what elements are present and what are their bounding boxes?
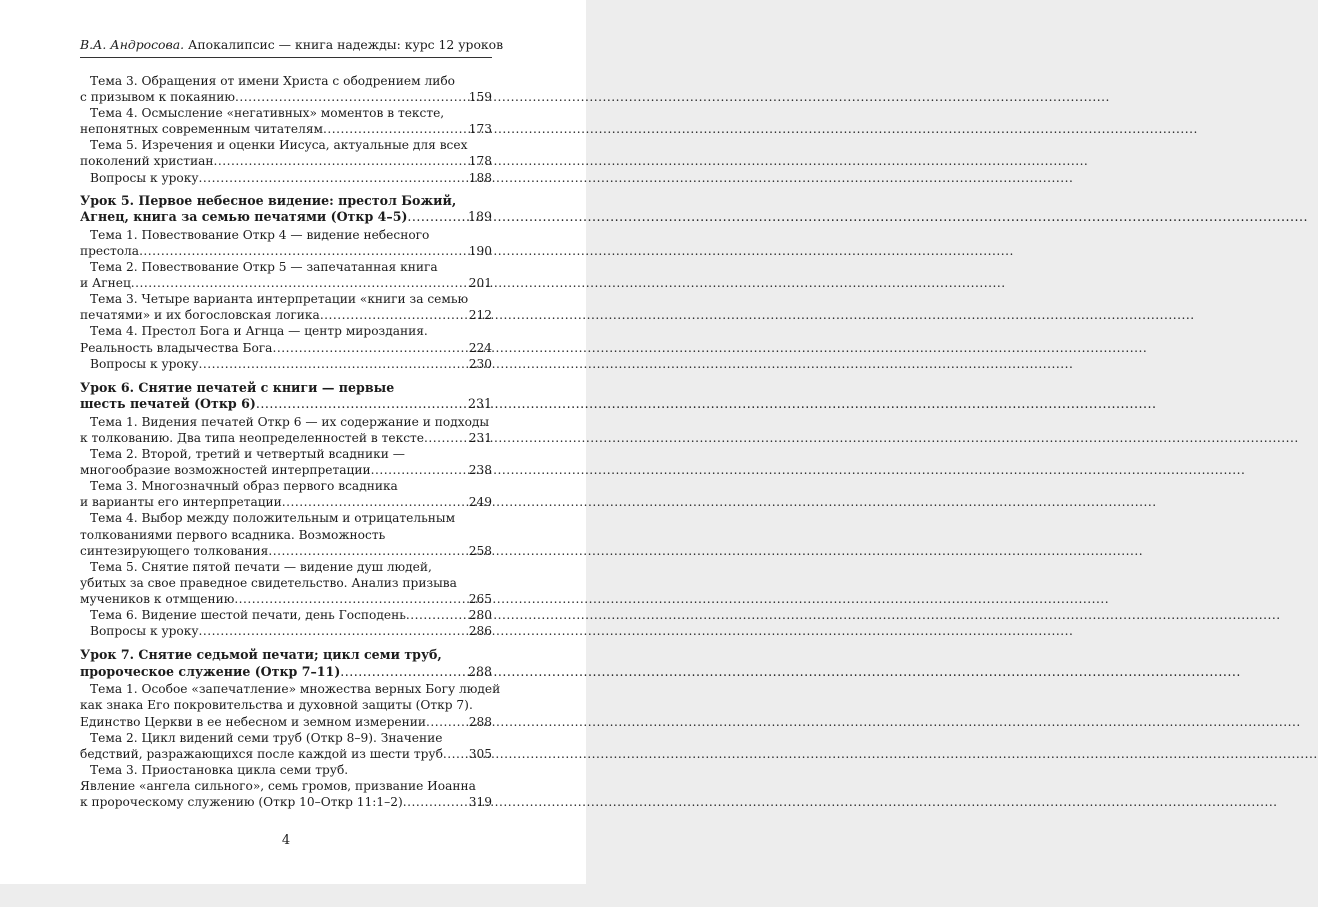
toc-line-text: печатями» и их богословская логика	[80, 308, 320, 323]
toc-line	[80, 527, 492, 543]
toc-line-text: Тема 1. Особое «запечатление» множества верных Богу людей	[90, 682, 501, 697]
toc-topic-entry	[80, 623, 492, 639]
toc-line	[80, 664, 492, 681]
leader-dots	[323, 121, 468, 137]
toc-page-number: 189	[467, 209, 492, 225]
toc-page-number: 265	[468, 591, 492, 606]
toc-page-number: 159	[468, 90, 492, 105]
toc-line	[80, 559, 492, 575]
toc-line-text: шесть печатей (Откр 6)	[80, 396, 256, 412]
toc-page-number: 249	[468, 495, 492, 510]
toc-line-text: Тема 5. Снятие пятой печати — видение душ людей,	[90, 559, 432, 574]
toc-line-text: и варианты его интерпретации	[80, 495, 282, 510]
toc-line-text: к пророческому служению (Откр 10–Откр 11:1–2)	[80, 795, 403, 810]
toc-line-text: Единство Церкви в ее небесном и земном измерении	[80, 714, 426, 729]
toc-line-text: Тема 2. Цикл видений семи труб (Откр 8–9). Значение	[90, 730, 443, 745]
leader-dots	[256, 396, 467, 413]
toc-page-number: 224	[468, 340, 492, 355]
toc-line	[80, 591, 492, 607]
toc-page-number: 230	[468, 356, 492, 371]
toc-lesson-entry	[80, 193, 492, 226]
toc-line	[80, 575, 492, 591]
toc-line-text: Тема 4. Выбор между положительным и отрицательным	[90, 511, 456, 526]
toc-topic-entry	[80, 762, 492, 810]
header-rule	[80, 57, 492, 58]
toc-page-number: 280	[468, 608, 492, 622]
leader-dots	[403, 794, 468, 810]
toc-line	[80, 396, 492, 413]
toc-page-number: 178	[468, 154, 492, 169]
toc-topic-entry	[80, 681, 501, 729]
leader-dots	[214, 153, 468, 169]
toc-line-text: как знака Его покровительства и духовной защиты (Откр 7).	[80, 698, 473, 713]
toc-line	[80, 794, 492, 810]
toc-line	[80, 730, 492, 746]
toc-line	[80, 714, 492, 730]
toc-topic-entry	[80, 446, 492, 478]
leader-dots	[131, 275, 468, 291]
toc-page-number: 231	[468, 430, 492, 445]
toc-line-text: Вопросы к уроку	[90, 170, 199, 185]
toc-line-text: Вопросы к уроку	[90, 356, 199, 371]
toc-line	[80, 478, 492, 494]
toc-line	[80, 543, 492, 559]
toc-line	[80, 446, 492, 462]
toc-line-text: убитых за свое праведное свидетельство. Анализ призыва	[80, 575, 457, 590]
leader-dots	[199, 356, 468, 372]
toc-line	[80, 380, 492, 397]
toc-page-number: 173	[468, 122, 492, 137]
toc-line	[80, 494, 492, 510]
leader-dots	[371, 462, 468, 478]
toc-line-text: Агнец, книга за семью печатями (Откр 4–5)	[80, 209, 408, 225]
toc-line-text: толкованиями первого всадника. Возможность	[80, 527, 386, 542]
toc-line	[80, 153, 492, 169]
leader-dots	[406, 607, 468, 623]
toc-line	[80, 462, 492, 478]
page-number: 4	[281, 833, 291, 848]
toc-line-text: пророческое служение (Откр 7–11)	[80, 663, 341, 679]
toc-line-text: Тема 3. Обращения от имени Христа с ободрением либо	[90, 74, 455, 88]
toc-line-text: мучеников к отмщению	[80, 591, 235, 606]
toc-line-text: Реальность владычества Бога	[80, 340, 273, 355]
toc-lesson-entry	[80, 647, 492, 680]
toc-topic-entry	[80, 607, 492, 623]
toc-line-text: Тема 3. Четыре варианта интерпретации «книги за семью	[90, 292, 469, 307]
toc-line-text: Тема 1. Повествование Откр 4 — видение небесного	[90, 227, 430, 242]
toc-line-text: Тема 2. Повествование Откр 5 — запечатанная книга	[90, 260, 438, 275]
toc-line	[80, 623, 492, 639]
toc-page-number: 288	[468, 714, 492, 729]
leader-dots	[139, 243, 468, 259]
leader-dots	[340, 664, 467, 681]
toc-line-text: Явление «ангела сильного», семь громов, призвание Иоанна	[80, 778, 476, 793]
toc-line-text: Тема 4. Осмысление «негативных» моментов в тексте,	[90, 106, 445, 121]
toc-topic-entry	[80, 259, 492, 291]
toc-line	[80, 170, 492, 186]
toc-line-text: Тема 1. Видения печатей Откр 6 — их содержание и подходы	[90, 414, 490, 429]
toc-line-text: Тема 2. Второй, третий и четвертый всадники —	[90, 447, 405, 462]
toc-line	[80, 209, 492, 226]
toc-line-text: Вопросы к уроку	[90, 624, 199, 639]
toc-topic-entry	[80, 73, 492, 105]
leader-dots	[272, 340, 467, 356]
toc-line	[80, 697, 492, 713]
toc-line	[80, 746, 492, 762]
toc-topic-entry	[80, 137, 492, 169]
leader-dots	[234, 591, 467, 607]
toc-page-number: 319	[468, 795, 492, 810]
leader-dots	[282, 494, 468, 510]
toc-page-number: 188	[468, 170, 492, 185]
toc-line	[80, 307, 492, 323]
toc-topic-entry	[80, 105, 492, 137]
toc-topic-entry	[80, 730, 492, 762]
toc-line-text: к толкованию. Два типа неопределенностей в тексте	[80, 430, 424, 445]
toc-line	[80, 778, 492, 794]
toc-line	[80, 73, 492, 89]
toc-line-text: престола	[80, 243, 140, 258]
toc-line	[80, 414, 492, 430]
toc-lesson-entry	[80, 380, 492, 413]
header-title: Апокалипсис — книга надежды: курс 12 уроков	[184, 37, 504, 52]
toc-page-number: 305	[468, 746, 492, 761]
toc-topic-entry	[80, 356, 492, 372]
toc-line-text: Урок 7. Снятие седьмой печати; цикл семи труб,	[80, 647, 442, 663]
toc-topic-entry	[80, 478, 492, 510]
toc-page-number: 201	[468, 276, 492, 291]
toc-line	[80, 227, 492, 243]
toc-line-text: Тема 3. Приостановка цикла семи труб.	[90, 762, 349, 777]
toc-line	[80, 647, 492, 664]
toc-line	[80, 607, 492, 623]
toc-line-text: Урок 6. Снятие печатей с книги — первые	[80, 379, 395, 395]
leader-dots	[199, 623, 468, 639]
toc-line	[80, 89, 492, 105]
toc-line-text: Урок 5. Первое небесное видение: престол Божий,	[80, 192, 457, 208]
leader-dots	[443, 746, 468, 762]
toc-line	[80, 243, 492, 259]
toc-topic-entry	[80, 510, 492, 558]
toc-line-text: и Агнец	[80, 276, 131, 291]
toc-page-number: 212	[468, 308, 492, 323]
toc-line-text: синтезирующего толкования	[80, 543, 269, 558]
toc-line-text: непонятных современным читателям	[80, 122, 324, 137]
leader-dots	[268, 543, 467, 559]
toc-topic-entry	[80, 559, 492, 607]
toc-page-number: 231	[467, 396, 492, 412]
toc-line	[80, 510, 492, 526]
leader-dots	[426, 714, 468, 730]
toc-line	[80, 762, 492, 778]
toc-line-text: бедствий, разражающихся после каждой из шести труб	[80, 746, 443, 761]
toc-line-text: Тема 4. Престол Бога и Агнца — центр мироздания.	[90, 324, 428, 339]
toc-topic-entry	[80, 291, 492, 323]
toc-page-number: 288	[467, 663, 492, 679]
book-page	[0, 0, 586, 884]
toc-topic-entry	[80, 323, 492, 355]
toc-line-text: многообразие возможностей интерпретации	[80, 463, 371, 478]
header-author: В.А. Андросова.	[80, 37, 185, 52]
toc-line	[80, 193, 492, 210]
table-of-contents	[80, 73, 501, 810]
toc-topic-entry	[80, 414, 492, 446]
leader-dots	[424, 430, 468, 446]
toc-line	[80, 323, 492, 339]
toc-page-number: 238	[468, 463, 492, 478]
toc-topic-entry	[80, 170, 492, 186]
toc-line	[80, 137, 492, 153]
toc-line	[80, 356, 492, 372]
toc-line	[80, 121, 492, 137]
leader-dots	[407, 209, 467, 226]
toc-line-text: поколений христиан	[80, 154, 214, 169]
toc-page-number: 258	[468, 543, 492, 558]
toc-line	[80, 430, 492, 446]
toc-line-text: Тема 5. Изречения и оценки Иисуса, актуальные для всех	[90, 138, 468, 153]
toc-line	[80, 340, 492, 356]
toc-line-text: Тема 6. Видение шестой печати, день Господень	[90, 608, 406, 622]
toc-line	[80, 291, 492, 307]
running-header	[80, 37, 504, 52]
toc-topic-entry	[80, 227, 492, 259]
leader-dots	[199, 170, 468, 186]
toc-line	[80, 105, 492, 121]
toc-line	[80, 259, 492, 275]
toc-line-text: Тема 3. Многозначный образ первого всадника	[90, 479, 398, 494]
toc-line	[80, 681, 501, 697]
toc-line-text: с призывом к покаянию	[80, 90, 236, 105]
leader-dots	[235, 89, 468, 105]
leader-dots	[320, 307, 468, 323]
toc-page-number: 190	[468, 243, 492, 258]
toc-page-number: 286	[468, 624, 492, 639]
toc-line	[80, 275, 492, 291]
